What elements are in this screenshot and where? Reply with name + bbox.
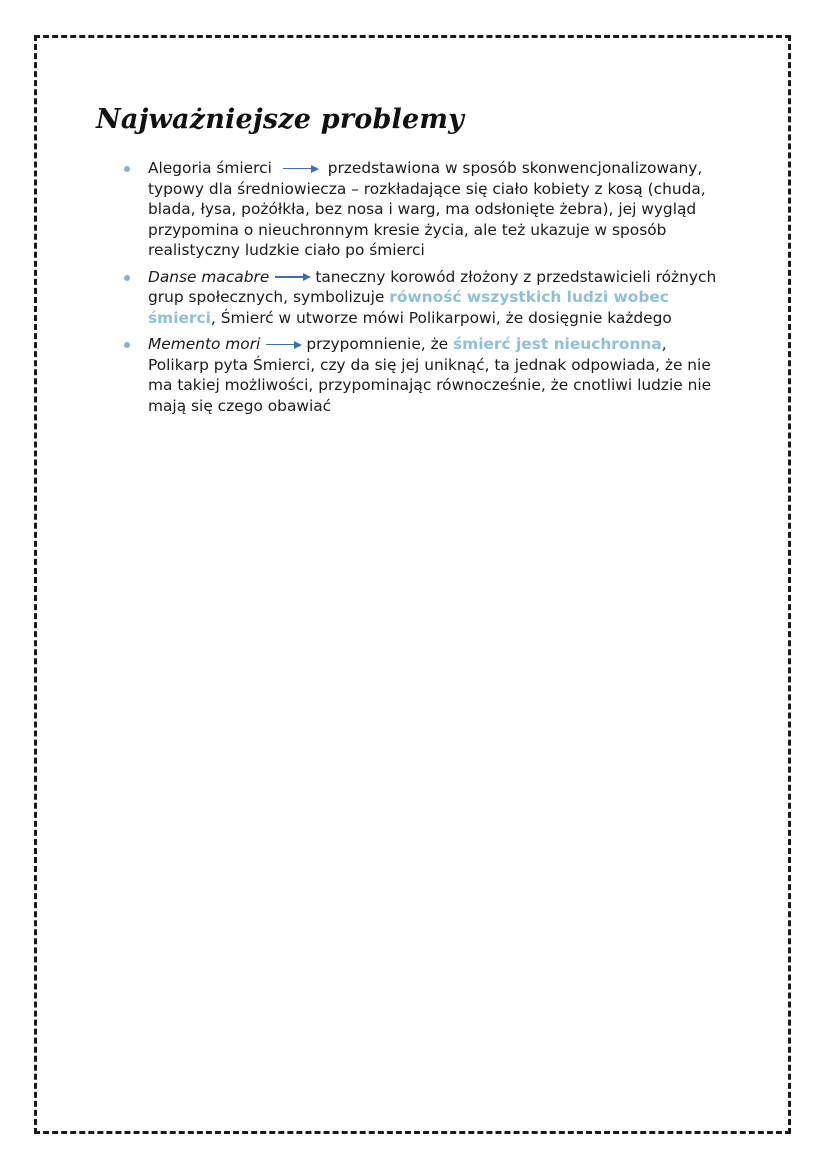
- term: Memento mori: [148, 335, 261, 353]
- term: Danse macabre: [148, 267, 270, 286]
- term: Alegoria śmierci: [148, 159, 272, 177]
- description: przypomnienie, że: [306, 335, 454, 353]
- right-arrow-icon: [275, 272, 311, 282]
- list-item-alegoria: [122, 158, 732, 261]
- highlighted-phrase: równość wszystkich ludzi wobec śmierci: [148, 288, 669, 327]
- bullet-dot-icon: [124, 166, 130, 172]
- problems-list: [122, 158, 732, 422]
- right-arrow-icon: [283, 164, 319, 174]
- page-title: Najważniejsze problemy: [96, 104, 465, 135]
- right-arrow-icon: [266, 340, 302, 350]
- highlighted-phrase: śmierć jest nieuchronna: [453, 335, 662, 353]
- description-continued: , Polikarp pyta Śmierci, czy da się jej uniknąć, ta jednak odpowiada, że nie ma takiej możliwości, przypominając równocześnie, że cnotliwi ludzie nie mają się czego obawiać: [148, 335, 712, 415]
- description-continued: , Śmierć w utworze mówi Polikarpowi, że dosięgnie każdego: [210, 308, 672, 327]
- bullet-dot-icon: [124, 342, 130, 348]
- list-item-danse-macabre: [122, 267, 732, 329]
- bullet-dot-icon: [124, 275, 130, 281]
- description: taneczny korowód złożony z przedstawicieli różnych grup społecznych, symbolizuje: [148, 267, 717, 306]
- list-item-memento-mori: [122, 334, 732, 416]
- description: przedstawiona w sposób skonwencjonalizowany, typowy dla średniowiecza – rozkładające się ciało kobiety z kosą (chuda, blada, łysa, pożółkła, bez nosa i warg, ma odsłonięte żebra), jej wygląd przypomina o nieuchronnym kresie życia, ale też ukazuje w sposób realistyczny ludzkie ciało po śmierci: [148, 159, 706, 259]
